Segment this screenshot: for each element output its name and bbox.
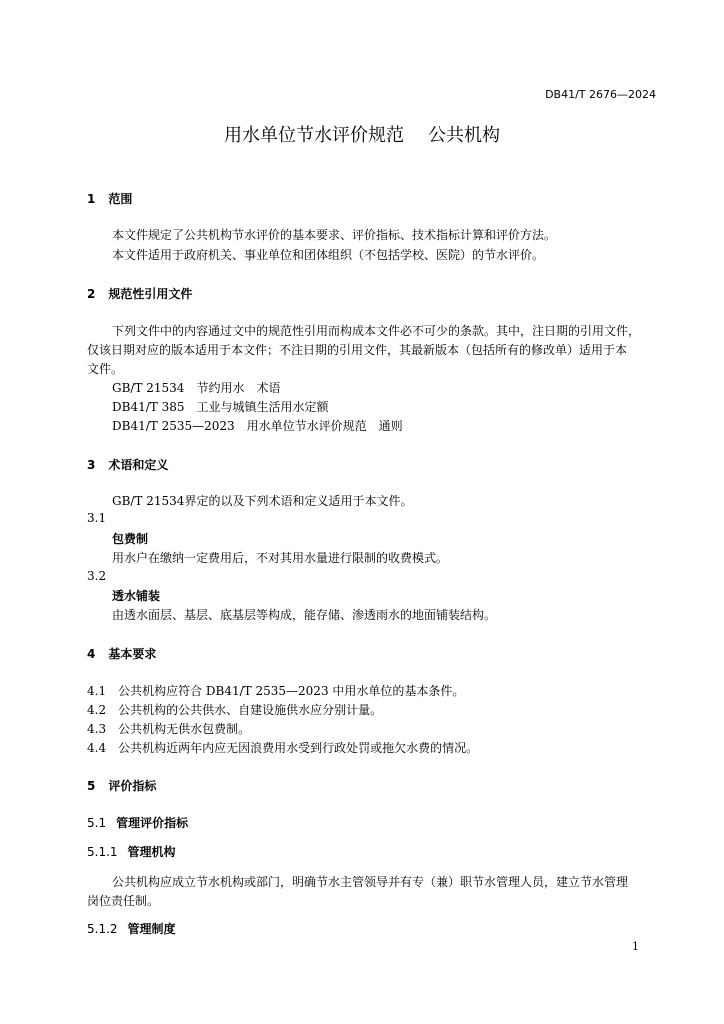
item-text: 公共机构应符合 DB41/T 2535—2023 中用水单位的基本条件。	[118, 684, 465, 698]
section-title: 评价指标	[108, 779, 157, 793]
section-4-heading	[87, 645, 156, 662]
section-2-heading	[87, 285, 192, 302]
subsection-number: 5.1.1	[87, 845, 118, 859]
requirement-item	[87, 701, 382, 718]
reference-item: DB41/T 385 工业与城镇生活用水定额	[112, 400, 329, 414]
term-definition: 用水户在缴纳一定费用后，不对其用水量进行限制的收费模式。	[112, 551, 449, 565]
item-number: 4.2	[87, 703, 107, 717]
item-number: 4.1	[87, 684, 107, 698]
reference-item: DB41/T 2535—2023 用水单位节水评价规范 通则	[112, 419, 403, 433]
subsection-title: 管理制度	[127, 922, 176, 936]
section-number: 1	[87, 192, 96, 206]
doc-title	[0, 121, 724, 147]
section-number: 3	[87, 458, 96, 472]
subsection-5-1-1-heading	[87, 843, 176, 860]
section-number: 2	[87, 287, 96, 301]
paragraph: 仅该日期对应的版本适用于本文件；不注日期的引用文件，其最新版本（包括所有的修改单）适用于本	[87, 343, 628, 357]
section-1-heading	[87, 190, 132, 207]
subsection-5-1-heading	[87, 814, 188, 831]
reference-item: GB/T 21534 节约用水 术语	[112, 381, 281, 395]
paragraph: 岗位责任制。	[87, 894, 160, 908]
section-5-heading	[87, 777, 156, 794]
item-number: 4.4	[87, 741, 107, 755]
section-title: 范围	[108, 192, 133, 206]
paragraph: GB/T 21534界定的以及下列术语和定义适用于本文件。	[112, 494, 413, 508]
section-title: 规范性引用文件	[108, 287, 193, 301]
paragraph: 本文件适用于政府机关、事业单位和团体组织（不包括学校、医院）的节水评价。	[112, 248, 545, 262]
section-title: 术语和定义	[108, 458, 169, 472]
subsection-number: 5.1.2	[87, 922, 118, 936]
paragraph: 下列文件中的内容通过文中的规范性引用而构成本文件必不可少的条款。其中，注日期的引用文件，	[112, 324, 641, 338]
section-number: 5	[87, 779, 96, 793]
requirement-item	[87, 720, 250, 737]
subsection-5-1-2-heading	[87, 920, 176, 937]
subsection-title: 管理机构	[127, 845, 176, 859]
item-text: 公共机构无供水包费制。	[118, 722, 251, 736]
item-text: 公共机构近两年内应无因浪费用水受到行政处罚或拖欠水费的情况。	[118, 741, 479, 755]
doc-title-sub: 公共机构	[428, 125, 500, 146]
paragraph: 本文件规定了公共机构节水评价的基本要求、评价指标、技术指标计算和评价方法。	[112, 228, 557, 242]
subsection-title: 管理评价指标	[116, 816, 189, 830]
term-name: 透水铺装	[112, 589, 161, 603]
item-number: 4.3	[87, 722, 107, 736]
requirement-item	[87, 682, 464, 699]
section-number: 4	[87, 647, 96, 661]
term-definition: 由透水面层、基层、底基层等构成，能存储、渗透雨水的地面铺装结构。	[112, 608, 497, 622]
term-name: 包费制	[112, 532, 149, 546]
term-number: 3.1	[87, 511, 107, 525]
paragraph: 公共机构应成立节水机构或部门，明确节水主管领导并有专（兼）职节水管理人员，建立节水管理	[112, 875, 629, 889]
item-text: 公共机构的公共供水、自建设施供水应分别计量。	[118, 703, 383, 717]
term-number: 3.2	[87, 569, 107, 583]
subsection-number: 5.1	[87, 816, 107, 830]
requirement-item	[87, 739, 478, 756]
paragraph: 文件。	[87, 362, 124, 376]
doc-title-main: 用水单位节水评价规范	[224, 125, 404, 146]
section-3-heading	[87, 456, 168, 473]
section-title: 基本要求	[108, 647, 157, 661]
page-number: 1	[632, 940, 639, 953]
doc-code: DB41/T 2676—2024	[545, 88, 656, 101]
